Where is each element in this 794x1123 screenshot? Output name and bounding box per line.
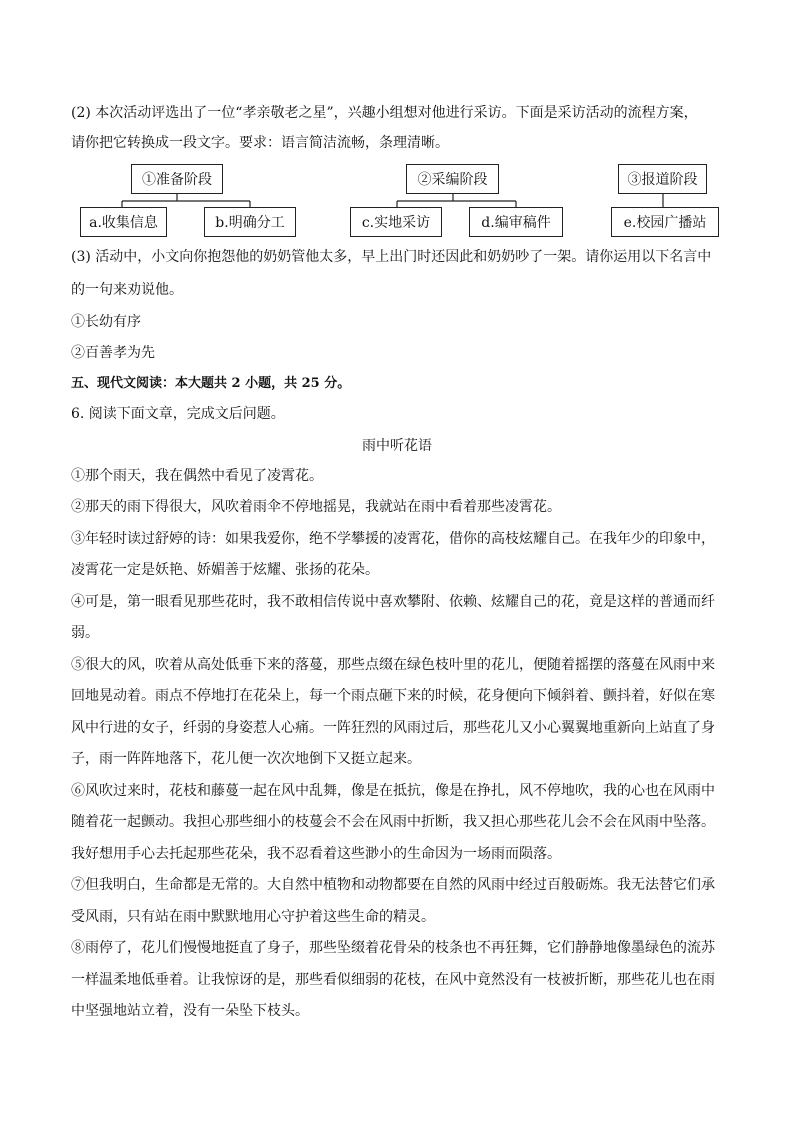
- article-line: ⑧雨停了，花儿们慢慢地挺直了身子，那些坠缀着花骨朵的枝条也不再狂舞，它们静静地像墨绿色的流苏: [71, 940, 715, 956]
- article-line: ⑦但我明白，生命都是无常的。大自然中植物和动物都要在自然的风雨中经过百般砺炼。我无法替它们承: [71, 877, 715, 893]
- flow-step-c: c.实地采访: [350, 207, 442, 237]
- article-title: 雨中听花语: [362, 438, 432, 454]
- flow-stage-2: ②采编阶段: [406, 164, 499, 194]
- q3-line-2: 的一句来劝说他。: [71, 282, 183, 298]
- article-line: 回地晃动着。雨点不停地打在花朵上，每一个雨点砸下来的时候，花身便向下倾斜着、颤抖着，好似在寒: [71, 688, 715, 704]
- flow-stage-3: ③报道阶段: [618, 164, 707, 194]
- article-line: 子，雨一阵阵地落下，花儿便一次次地倒下又挺立起来。: [71, 751, 421, 767]
- flow-step-e: e.校园广播站: [611, 207, 719, 237]
- article-line: ⑥风吹过来时，花枝和藤蔓一起在风中乱舞，像是在抵抗，像是在挣扎，风不停地吹，我的心也在风雨中: [71, 783, 715, 799]
- article-line: 凌霄花一定是妖艳、娇媚善于炫耀、张扬的花朵。: [71, 562, 379, 578]
- article-line: 随着花一起颤动。我担心那些细小的枝蔓会不会在风雨中折断，我又担心那些花儿会不会在风雨中坠落。: [71, 814, 715, 830]
- q2-line-2: 请你把它转换成一段文字。要求：语言简洁流畅，条理清晰。: [71, 135, 449, 151]
- article-line: 一样温柔地低垂着。让我惊讶的是，那些看似细弱的花枝，在风中竟然没有一枝被折断，那些花儿也在雨: [71, 972, 715, 988]
- article-line: 我好想用手心去托起那些花朵，我不忍看着这些渺小的生命因为一场雨而陨落。: [71, 846, 561, 862]
- flow-step-a: a.收集信息: [80, 207, 167, 237]
- q6-instruction: 6. 阅读下面文章，完成文后问题。: [71, 406, 285, 422]
- flow-stage-1: ①准备阶段: [131, 164, 223, 194]
- section-heading: 五、现代文阅读：本大题共 2 小题，共 25 分。: [71, 376, 351, 391]
- article-line: ④可是，第一眼看见那些花时，我不敢相信传说中喜欢攀附、依赖、炫耀自己的花，竟是这样的普通而纤: [71, 594, 715, 610]
- flow-step-b: b.明确分工: [204, 207, 296, 237]
- article-line: ⑤很大的风，吹着从高处低垂下来的落蔓，那些点缀在绿色枝叶里的花儿，便随着摇摆的落蔓在风雨中来: [71, 657, 715, 673]
- q3-option-2: ②百善孝为先: [71, 345, 155, 361]
- q3-line-1: (3) 活动中，小文向你抱怨他的奶奶管他太多，早上出门时还因此和奶奶吵了一架。请你运用以下名言中: [71, 249, 712, 265]
- article-line: 弱。: [71, 625, 99, 641]
- article-line: ①那个雨天，我在偶然中看见了凌霄花。: [71, 468, 323, 484]
- q2-line-1: (2) 本次活动评选出了一位“孝亲敬老之星”，兴趣小组想对他进行采访。下面是采访活动的流程方案，: [71, 105, 698, 121]
- article-line: 风中行进的女子，纤弱的身姿惹人心痛。一阵狂烈的风雨过后，那些花儿又小心翼翼地重新向上站直了身: [71, 720, 715, 736]
- article-line: 受风雨，只有站在雨中默默地用心守护着这些生命的精灵。: [71, 909, 435, 925]
- article-line: ③年轻时读过舒婷的诗：如果我爱你，绝不学攀援的凌霄花，借你的高枝炫耀自己。在我年少的印象中，: [71, 531, 715, 547]
- flow-step-d: d.编审稿件: [469, 207, 563, 237]
- q3-option-1: ①长幼有序: [71, 314, 141, 330]
- article-line: ②那天的雨下得很大，风吹着雨伞不停地摇晃，我就站在雨中看着那些凌霄花。: [71, 499, 561, 515]
- article-line: 中坚强地站立着，没有一朵坠下枝头。: [71, 1003, 309, 1019]
